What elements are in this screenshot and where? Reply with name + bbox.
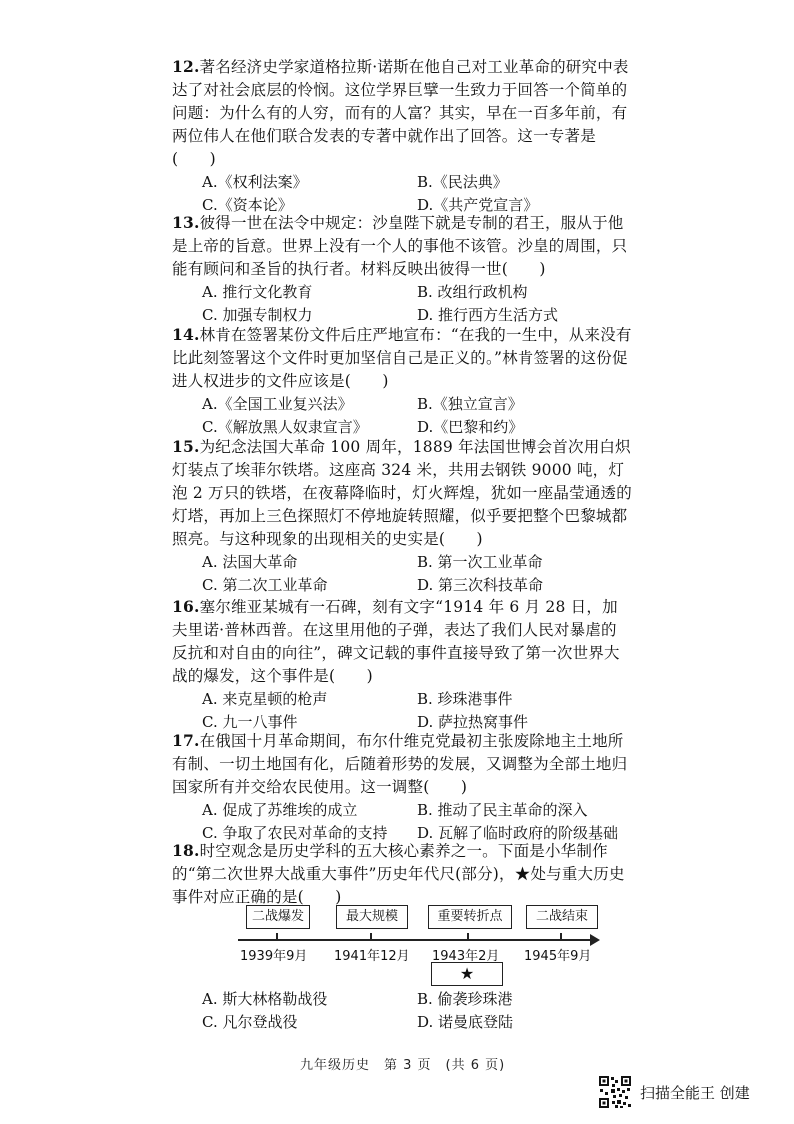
options — [202, 688, 632, 733]
timeline-event-2: 最大规模 — [336, 905, 408, 929]
option-b: B. 推动了民主革命的深入 — [417, 801, 588, 819]
timeline-axis — [238, 939, 594, 941]
option-c: C.《资本论》 — [202, 195, 293, 214]
option-a: A. 促成了苏维埃的成立 — [202, 801, 358, 819]
option-b: B.《独立宣言》 — [417, 395, 523, 413]
scanner-watermark — [598, 1075, 750, 1109]
question-number: 14. — [172, 325, 200, 344]
option-a: A.《权利法案》 — [202, 173, 308, 191]
timeline-date-2: 1941年12月 — [334, 949, 410, 964]
question-stem: 彼得一世在法令中规定：沙皇陛下就是专制的君王，服从于他是上帝的旨意。世界上没有一个人的事他不该管。沙皇的周围，只能有顾问和圣旨的执行者。材料反映出彼得一世( ) — [172, 214, 628, 278]
scanner-label: 扫描全能王 创建 — [640, 1083, 750, 1102]
option-c: C. 加强专制权力 — [202, 305, 313, 324]
timeline-tick — [370, 933, 372, 941]
question-18-options — [172, 988, 632, 1033]
question-number: 12. — [172, 57, 200, 76]
question-stem: 塞尔维亚某城有一石碑，刻有文字“1914 年 6 月 28 日，加夫里诺·普林西普。在这里用他的子弹，表达了我们人民对暴虐的反抗和对自由的向往”，碑文记载的事件直接导致了第一次世界大战的爆发，这个事件是( ) — [172, 598, 620, 685]
question-number: 13. — [172, 213, 200, 232]
option-d: D. 瓦解了临时政府的阶级基础 — [417, 823, 619, 842]
option-a: A. 法国大革命 — [202, 553, 298, 571]
option-c: C.《解放黑人奴隶宣言》 — [202, 417, 368, 436]
question-13 — [172, 211, 632, 326]
timeline-event-1: 二战爆发 — [246, 905, 310, 929]
arrow-right-icon — [590, 934, 600, 946]
option-b: B.《民法典》 — [417, 173, 508, 191]
option-b: B. 第一次工业革命 — [417, 553, 543, 571]
option-c: C. 凡尔登战役 — [202, 1012, 298, 1031]
qr-code-icon — [598, 1075, 632, 1109]
option-c: C. 争取了农民对革命的支持 — [202, 823, 388, 842]
question-12 — [172, 55, 632, 216]
option-a: A. 推行文化教育 — [202, 283, 313, 301]
options — [202, 551, 632, 596]
option-d: D. 推行西方生活方式 — [417, 305, 559, 324]
options — [202, 171, 632, 216]
question-18 — [172, 839, 632, 909]
timeline-tick — [276, 933, 278, 941]
option-d: D. 诺曼底登陆 — [417, 1012, 514, 1031]
question-stem: 在俄国十月革命期间，布尔什维克党最初主张废除地主土地所有制、一切土地国有化，后随着形势的发展，又调整为全部土地归国家所有并交给农民使用。这一调整( ) — [172, 732, 628, 796]
timeline-event-3: 重要转折点 — [428, 905, 512, 929]
question-number: 15. — [172, 437, 200, 456]
option-d: D. 第三次科技革命 — [417, 575, 544, 594]
option-a: A. 斯大林格勒战役 — [202, 990, 328, 1008]
question-number: 18. — [172, 841, 200, 860]
option-c: C. 第二次工业革命 — [202, 575, 328, 594]
timeline-date-3: 1943年2月 — [432, 949, 500, 964]
timeline-tick — [560, 933, 562, 941]
question-14 — [172, 323, 632, 438]
option-b: B. 偷袭珍珠港 — [417, 990, 513, 1008]
history-timeline — [236, 905, 606, 985]
option-c: C. 九一八事件 — [202, 712, 298, 731]
timeline-tick — [467, 933, 469, 941]
timeline-date-1: 1939年9月 — [240, 949, 308, 964]
question-stem: 为纪念法国大革命 100 周年，1889 年法国世博会首次用白炽灯装点了埃菲尔铁塔。这座高 324 米，共用去钢铁 9000 吨，灯泡 2 万只的铁塔，在夜幕降临时，灯火辉煌，犹如一座晶莹通透的灯塔，再加上三色探照灯不停地旋转照耀，似乎要把整个巴黎城都照亮。与这种现象的出现相关的史实是( ) — [172, 438, 632, 548]
question-stem: 著名经济史学家道格拉斯·诺斯在他自己对工业革命的研究中表达了对社会底层的怜悯。这位学界巨擘一生致力于回答一个简单的问题：为什么有的人穷，而有的人富？其实，早在一百多年前，有两位伟人在他们联合发表的专著中就作出了回答。这一专著是( ) — [172, 58, 629, 168]
question-15 — [172, 435, 632, 596]
page-footer: 九年级历史 第 3 页 (共 6 页) — [300, 1058, 506, 1073]
question-stem: 林肯在签署某份文件后庄严地宣布：“在我的一生中，从来没有比此刻签署这个文件时更加坚信自己是正义的。”林肯签署的这份促进人权进步的文件应该是( ) — [172, 326, 632, 390]
timeline-date-4: 1945年9月 — [524, 949, 592, 964]
question-17 — [172, 729, 632, 844]
question-stem: 时空观念是历史学科的五大核心素养之一。下面是小华制作的“第二次世界大战重大事件”历史年代尺(部分)，★处与重大历史事件对应正确的是( ) — [172, 842, 625, 906]
option-a: A.《全国工业复兴法》 — [202, 395, 353, 413]
options — [202, 393, 632, 438]
option-a: A. 来克星顿的枪声 — [202, 690, 328, 708]
star-icon: ★ — [431, 962, 503, 986]
question-number: 16. — [172, 597, 200, 616]
option-b: B. 珍珠港事件 — [417, 690, 513, 708]
question-16 — [172, 595, 632, 733]
options — [202, 799, 632, 844]
option-d: D.《共产党宣言》 — [417, 195, 539, 214]
options — [202, 281, 632, 326]
options — [202, 988, 632, 1033]
option-b: B. 改组行政机构 — [417, 283, 528, 301]
timeline-event-4: 二战结束 — [526, 905, 598, 929]
option-d: D.《巴黎和约》 — [417, 417, 524, 436]
option-d: D. 萨拉热窝事件 — [417, 712, 529, 731]
question-number: 17. — [172, 731, 200, 750]
